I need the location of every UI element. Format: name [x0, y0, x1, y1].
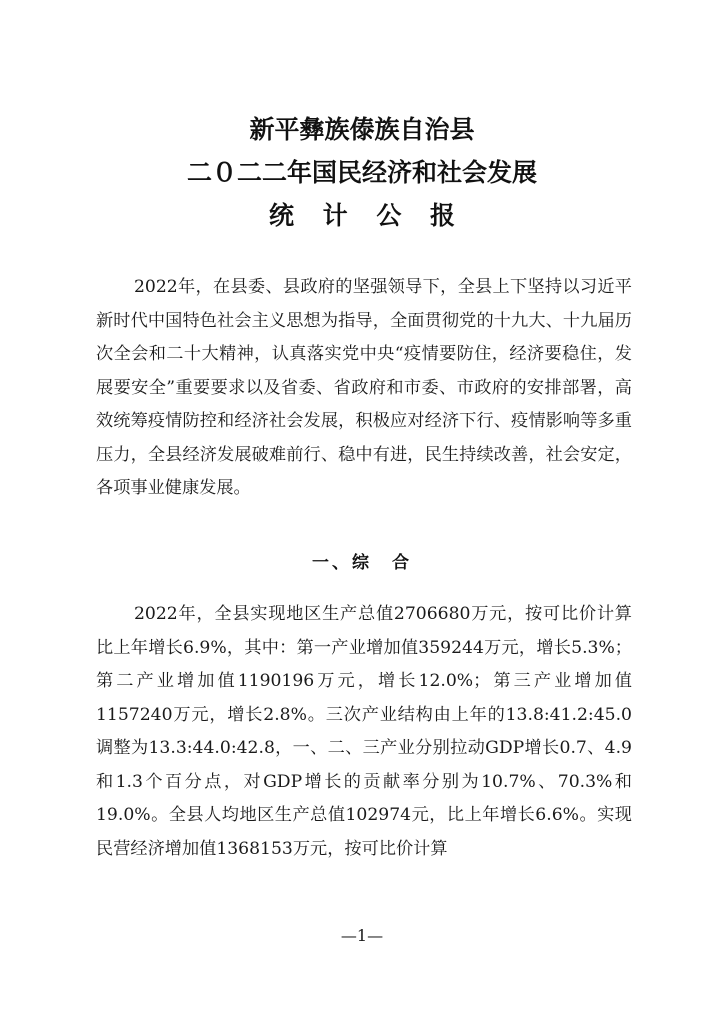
title-line-year: 二０二二年国民经济和社会发展 — [186, 158, 537, 187]
section-heading-general: 一、综 合 — [312, 553, 412, 573]
title-line-county: 新平彝族傣族自治县 — [249, 115, 475, 144]
title-line-bulletin: 统 计 公 报 — [268, 201, 466, 230]
page-number: —1— — [340, 926, 384, 945]
report-title — [0, 108, 724, 237]
intro-paragraph: 2022年，在县委、县政府的坚强领导下，全县上下坚持以习近平新时代中国特色社会主义思想为指导，全面贯彻党的十九大、十九届历次全会和二十大精神，认真落实党中央“疫情要防住，经济要稳住，发展要安全”重要要求以及省委、省政府和市委、市政府的安排部署，高效统筹疫情防控和经济社会发展，积极应对经济下行、疫情影响等多重压力，全县经济发展破难前行、稳中有进，民生持续改善，社会安定，各项事业健康发展。 — [96, 277, 632, 498]
general-section-paragraph: 2022年，全县实现地区生产总值2706680万元，按可比价计算比上年增长6.9%，其中：第一产业增加值359244万元，增长5.3%；第二产业增加值1190196万元，增长12.0%；第三产业增加值1157240万元，增长2.8%。三次产业结构由上年的13.8:41.2:45.0调整为13.3:44.0:42.8，一、二、三产业分别拉动GDP增长0.7、4.9和1.3个百分点，对GDP增长的贡献率分别为10.7%、70.3%和19.0%。全县人均地区生产总值102974元，比上年增长6.6%。实现民营经济增加值1368153万元，按可比价计算 — [96, 604, 632, 859]
